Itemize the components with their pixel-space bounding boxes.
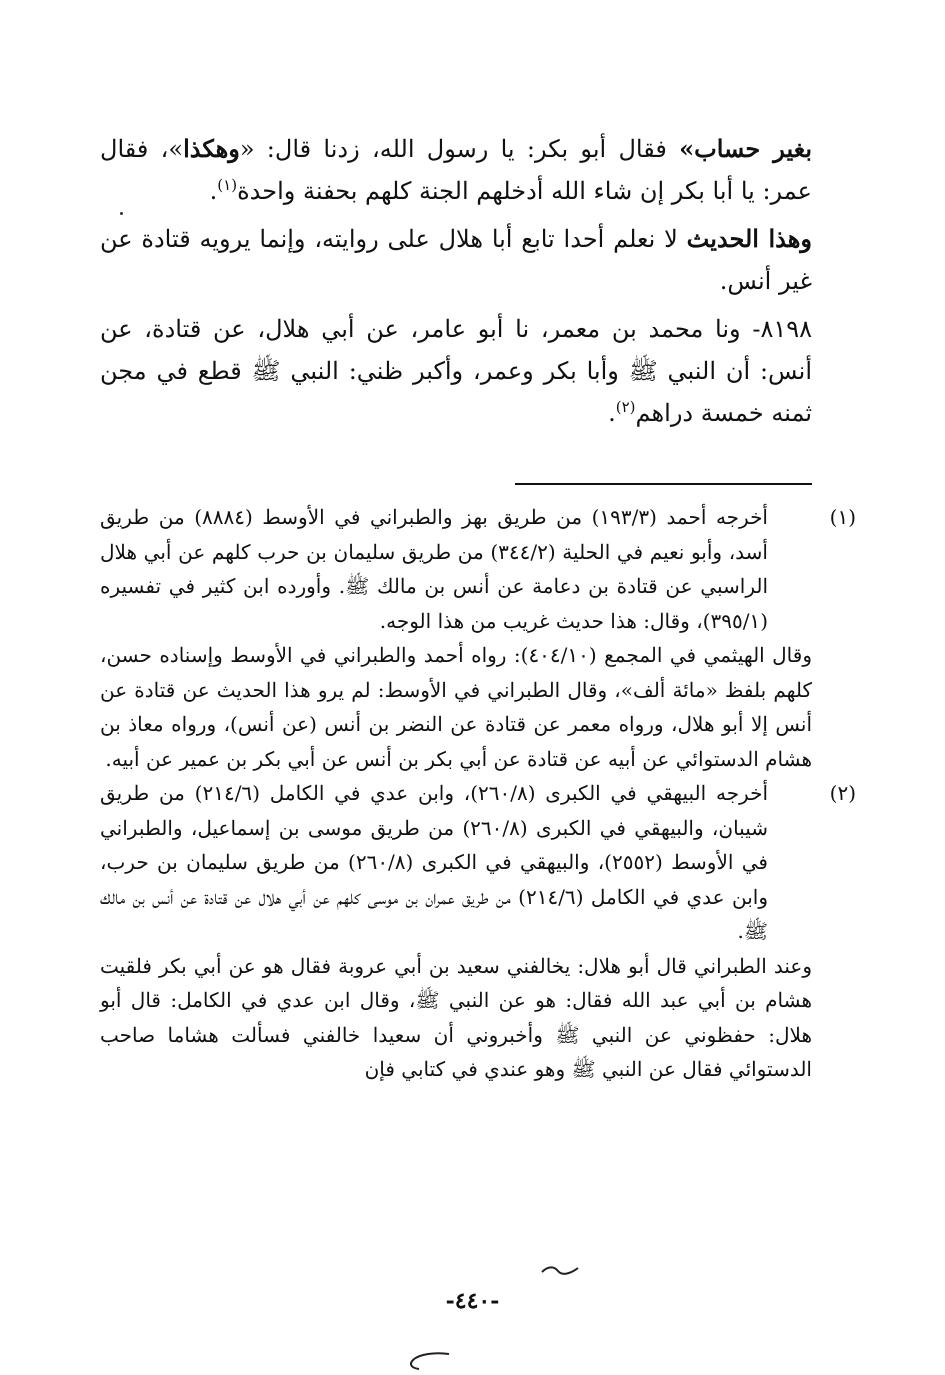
catchword-mark [540, 1262, 580, 1278]
paragraph-2 [100, 218, 812, 302]
footnote-text: أخرجه أحمد (١٩٣/٣) من طريق بهز والطبراني في الأوسط (٨٨٨٤) من طريق أسد، وأبو نعيم في الحلية (٣٤٤/٢) من طريق سليمان بن حرب كلهم عن أبي هلال الراسبي عن قتادة بن دعامة عن أنس بن مالك ﷺ. وأورده ابن كثير في تفسيره (٣٩٥/١)، وقال: هذا حديث غريب من هذا الوجه. [100, 505, 769, 633]
bold-phrase: وهكذا [183, 134, 240, 163]
paragraph-3 [100, 308, 812, 434]
footnote-number: (٢) [829, 781, 857, 805]
page-number: -٤٤٠- [445, 1288, 500, 1314]
text-run: »، فقال عمر: يا أبا بكر إن شاء الله أدخلهم الجنة كلهم بحفنة واحدة [100, 135, 812, 205]
footnote-text: أخرجه البيهقي في الكبرى (٢٦٠/٨)، وابن عدي في الكامل (٢١٤/٦) من طريق شيبان، والبيهقي في الكبرى (٢٦٠/٨) من طريق موسى بن إسماعيل، والطبراني في الأوسط (٢٥٥٢)، والبيهقي في الكبرى (٢٦٠/٨) من طريق سليمان بن حرب، وابن عدي في الكامل (٢١٤/٦) من طريق عمران بن موسى كلهم عن أبي هلال عن قتادة عن أنس بن مالك ﷺ. [100, 781, 769, 943]
text-run: . [608, 399, 616, 427]
footnote-reference[interactable]: (٢) [615, 398, 636, 416]
text-run: ٨١٩٨- ونا محمد بن معمر، نا أبو عامر، عن أبي هلال، عن قتادة، عن أنس: أن النبي ﷺ وأبا بكر وعمر، وأكبر ظني: النبي ﷺ قطع في مجن ثمنه خمسة دراهم [100, 315, 813, 427]
footnote-1 [100, 500, 856, 638]
text-run: فقال أبو بكر: يا رسول الله، زدنا قال: « [239, 135, 680, 163]
paragraph-1 [100, 128, 812, 212]
bold-phrase: وهذا الحديث [686, 224, 812, 253]
footnote-2 [100, 776, 857, 949]
footnote-number: (١) [829, 505, 856, 529]
bold-phrase: بغير حساب» [679, 134, 813, 163]
footnote-separator [515, 483, 812, 485]
footnote-2-continuation: وعند الطبراني قال أبو هلال: يخالفني سعيد بن أبي عروبة فقال هو عن أبي بكر فلقيت هشام بن أبي عبد الله فقال: هو عن النبي ﷺ، وقال ابن عدي في الكامل: قال أبو هلال: حفظوني عن النبي ﷺ وأخبروني أن سعيدا خالفني فسألت هشاما صاحب الدستوائي فقال عن النبي ﷺ وهو عندي في كتابي فإن [100, 953, 812, 1081]
main-text [100, 128, 812, 434]
footnote-reference[interactable]: (١) [217, 176, 238, 194]
text-run: لا نعلم أحدا تابع أبا هلال على روايته، وإنما يرويه قتادة عن غير أنس. [100, 225, 812, 295]
footnotes [100, 500, 857, 1087]
text-run: . [209, 177, 218, 205]
footnote-1-continuation: وقال الهيثمي في المجمع (٤٠٤/١٠): رواه أحمد والطبراني في الأوسط وإسناده حسن، كلهم بلفظ «مائة ألف»، وقال الطبراني في الأوسط: لم يرو هذا الحديث عن قتادة عن أنس إلا أبو هلال، ورواه معمر عن قتادة عن النضر بن أنس (عن أنس)، ورواه معاذ بن هشام الدستوائي عن أبيه عن قتادة عن أبي بكر بن أنس عن أبي بكر بن عمير عن أبيه. [100, 643, 812, 771]
scan-mark [405, 1350, 453, 1370]
